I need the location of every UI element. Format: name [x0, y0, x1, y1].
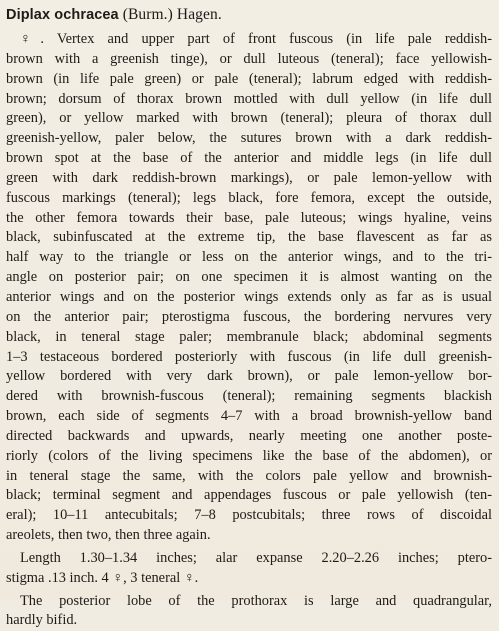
text-line: directed backwards and upwards, nearly meeting one another poste-: [6, 427, 492, 444]
text-line: green with dark reddish-brown markings), or pale lemon-yellow with: [6, 169, 492, 186]
text-line: The posterior lobe of the prothorax is large and quadrangular,: [20, 592, 492, 609]
text-line: eral); 10–11 antecubitals; 7–8 postcubitals; three rows of discoidal: [6, 507, 492, 524]
text-line: on the anterior pair; pterostigma fuscous, the bordering nervures very: [6, 308, 492, 325]
text-line: angle on posterior pair; on one specimen it is almost wanting on the: [6, 269, 492, 286]
text-line: greenish-yellow, paler below, the sutures brown with a dark reddish-: [6, 130, 492, 147]
description-paragraph: [6, 30, 492, 546]
text-line: Length 1.30–1.34 inches; alar expanse 2.20–2.26 inches; ptero-: [20, 549, 492, 566]
text-line: stigma .13 inch. 4 ♀, 3 teneral ♀.: [6, 569, 199, 586]
text-line: hardly bifid.: [6, 612, 78, 629]
text-line: dered with brownish-fuscous (teneral); remaining segments blackish: [6, 388, 492, 405]
text-line: ♀. Vertex and upper part of front fuscous (in life pale reddish-: [20, 31, 492, 47]
text-line: fuscous markings (teneral); legs black, fore femora, except the outside,: [6, 189, 492, 206]
species-authority: (Burm.) Hagen.: [122, 6, 222, 23]
measurements-paragraph: [6, 549, 492, 589]
text-line: brown (in life pale green) or pale (teneral); labrum edged with reddish-: [6, 70, 492, 87]
text-line: green), or yellow marked with brown (teneral); pleura of thorax dull: [6, 110, 492, 127]
text-line: black, subinfuscated at the extreme tip, the base flavescent as far as: [6, 229, 492, 246]
species-name: Diplax ochracea: [6, 7, 119, 23]
text-line: the other femora towards their base, pale luteous; wings hyaline, veins: [6, 209, 492, 226]
text-line: areolets, then two, then three again.: [6, 527, 211, 544]
text-line: anterior wings and on the posterior wings extends only as far as is usual: [6, 288, 492, 305]
prothorax-paragraph: [6, 592, 492, 631]
text-line: brown; dorsum of thorax brown mottled with dull yellow (in life dull: [6, 90, 492, 107]
text-line: brown spot at the base of the anterior and middle legs (in life dull: [6, 150, 492, 167]
text-line: yellow bordered with very dark brown), or pale lemon-yellow bor-: [6, 368, 492, 385]
text-line: black; terminal segment and appendages fuscous or pale yellowish (ten-: [6, 487, 492, 504]
text-line: 1–3 testaceous bordered posteriorly with fuscous (in life dull greenish-: [6, 348, 492, 365]
text-block: [6, 4, 492, 631]
text-line: riorly (colors of the living specimens like the base of the abdomen), or: [6, 447, 492, 464]
text-line: in teneral stage the same, with the colors pale yellow and brownish-: [6, 467, 492, 484]
text-line: black, in teneral stage paler; membranule black; abdominal segments: [6, 328, 492, 345]
text-line: half way to the triangle or less on the anterior wings, and to the tri-: [6, 249, 492, 266]
text-line: brown, each side of segments 4–7 with a broad brownish-yellow band: [6, 408, 492, 425]
species-heading: [6, 4, 492, 26]
text-line: brown with a greenish tinge), or dull luteous (teneral); face yellowish-: [6, 50, 492, 67]
